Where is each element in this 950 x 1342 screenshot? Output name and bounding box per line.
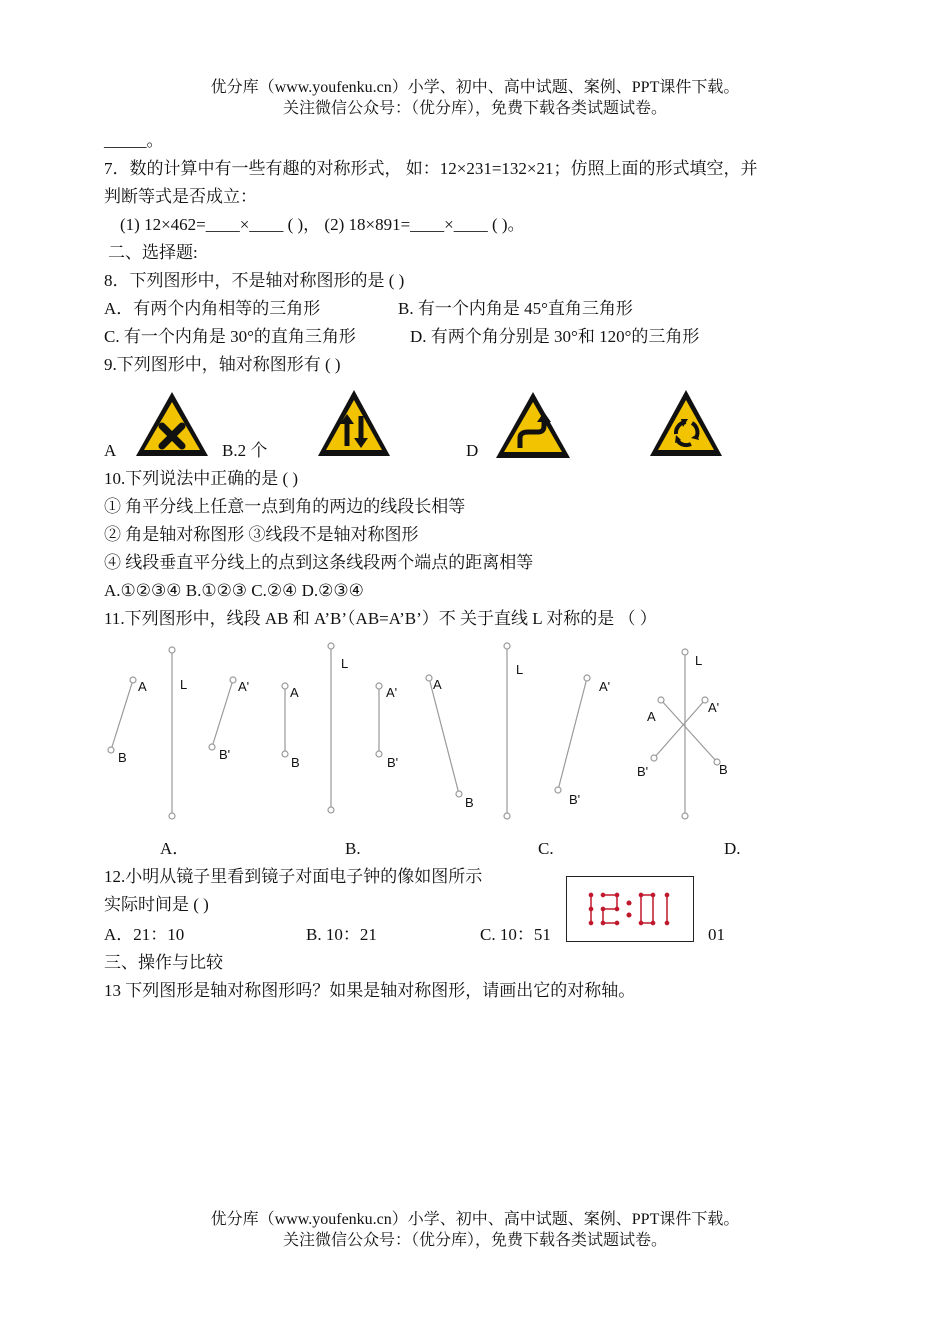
- footer-line-2: 关注微信公众号：（优分库），免费下载各类试题试卷。: [282, 1232, 667, 1249]
- fig-b-point-a: A: [290, 685, 299, 700]
- section-3-title: 三、操作与比较: [104, 953, 223, 972]
- fig-c-point-b1: B': [569, 792, 581, 807]
- fig-a-point-a: A: [138, 679, 147, 694]
- q12-option-d-tail: 01: [708, 925, 725, 944]
- header-line-2: 关注微信公众号：（优分库），免费下载各类试题试卷。: [282, 100, 667, 117]
- q10-stem: 10.下列说法中正确的是 ( ): [104, 469, 299, 488]
- fig-d-point-a: A: [647, 709, 656, 724]
- q11-option-c: C.: [538, 839, 554, 858]
- q12-option-c: C. 10：51: [480, 925, 551, 944]
- fig-a-point-b1: B': [219, 747, 231, 762]
- fig-a-point-b: B: [118, 750, 127, 765]
- q7-line-2: 判断等式是否成立：: [104, 187, 257, 206]
- carry-blank: _____。: [104, 131, 164, 150]
- q11-figures: [100, 640, 740, 830]
- q10-options: A.①②③④ B.①②③ C.②④ D.②③④: [104, 581, 364, 600]
- q8-option-c: C. 有一个内角是 30°的直角三角形: [104, 327, 356, 346]
- q7-line-1: 7．数的计算中有一些有趣的对称形式， 如：12×231=132×21；仿照上面的形式填空，并: [104, 159, 758, 178]
- section-2-title: 二、选择题:: [108, 243, 198, 262]
- q11-option-b: B.: [345, 839, 361, 858]
- fig-d-line-l: L: [695, 653, 703, 668]
- crossroad-sign-icon: [134, 390, 210, 458]
- two-way-traffic-sign-icon: [316, 388, 392, 458]
- fig-c-point-a1: A': [599, 679, 611, 694]
- fig-c-line-l: L: [516, 662, 524, 677]
- q9-stem: 9.下列图形中，轴对称图形有 ( ): [104, 355, 341, 374]
- q9-option-d: D: [466, 441, 479, 460]
- fig-b-line-l: L: [341, 656, 349, 671]
- q11-stem: 11.下列图形中，线段 AB 和 A’B’（AB=A’B’）不 关于直线 L 对称的是 （ ）: [104, 609, 657, 628]
- fig-c-point-a: A: [433, 677, 442, 692]
- q8-option-a: A．有两个内角相等的三角形: [104, 299, 321, 318]
- clock-digits-icon: [567, 877, 693, 941]
- fig-c-point-b: B: [465, 795, 474, 810]
- q10-statement-2-3: ② 角是轴对称图形 ③线段不是轴对称图形: [104, 525, 419, 544]
- fig-b-point-a1: A': [386, 685, 398, 700]
- header-line-1: 优分库（www.youfenku.cn）小学、初中、高中试题、案例、PPT课件下载。: [210, 79, 740, 96]
- fig-b-point-b1: B': [387, 755, 399, 770]
- q11-option-d: D.: [724, 839, 741, 858]
- q9-option-a: A: [104, 441, 117, 460]
- q8-option-d: D. 有两个角分别是 30°和 120°的三角形: [410, 327, 700, 346]
- q10-statement-4: ④ 线段垂直平分线上的点到这条线段两个端点的距离相等: [104, 553, 534, 572]
- q8-stem: 8．下列图形中，不是轴对称图形的是 ( ): [104, 271, 405, 290]
- roundabout-sign-icon: [648, 388, 724, 458]
- fig-a-line-l: L: [180, 677, 188, 692]
- q12-line-1: 12.小明从镜子里看到镜子对面电子钟的像如图所示: [104, 867, 483, 886]
- q11-option-a: A．: [160, 839, 190, 858]
- q7-line-3: (1) 12×462=____×____ ( )， (2) 18×891=____×____ ( )。: [120, 215, 525, 234]
- fig-a-point-a1: A': [238, 679, 250, 694]
- double-bend-sign-icon: [494, 390, 572, 460]
- mirror-clock: [566, 876, 694, 942]
- q12-option-a: A．21：10: [104, 925, 185, 944]
- fig-d-point-b: B: [719, 762, 728, 777]
- fig-d-point-a1: A': [708, 700, 720, 715]
- footer-line-1: 优分库（www.youfenku.cn）小学、初中、高中试题、案例、PPT课件下载。: [210, 1211, 740, 1228]
- fig-b-point-b: B: [291, 755, 300, 770]
- q12-line-2: 实际时间是 ( ): [104, 895, 209, 914]
- fig-d-point-b1: B': [637, 764, 649, 779]
- q10-statement-1: ① 角平分线上任意一点到角的两边的线段长相等: [104, 497, 466, 516]
- q12-option-b: B. 10：21: [306, 925, 377, 944]
- q8-option-b: B. 有一个内角是 45°直角三角形: [398, 299, 633, 318]
- q13-stem: 13 下列图形是轴对称图形吗？如果是轴对称图形，请画出它的对称轴。: [104, 981, 636, 1000]
- q9-option-b: B.2 个: [222, 441, 268, 460]
